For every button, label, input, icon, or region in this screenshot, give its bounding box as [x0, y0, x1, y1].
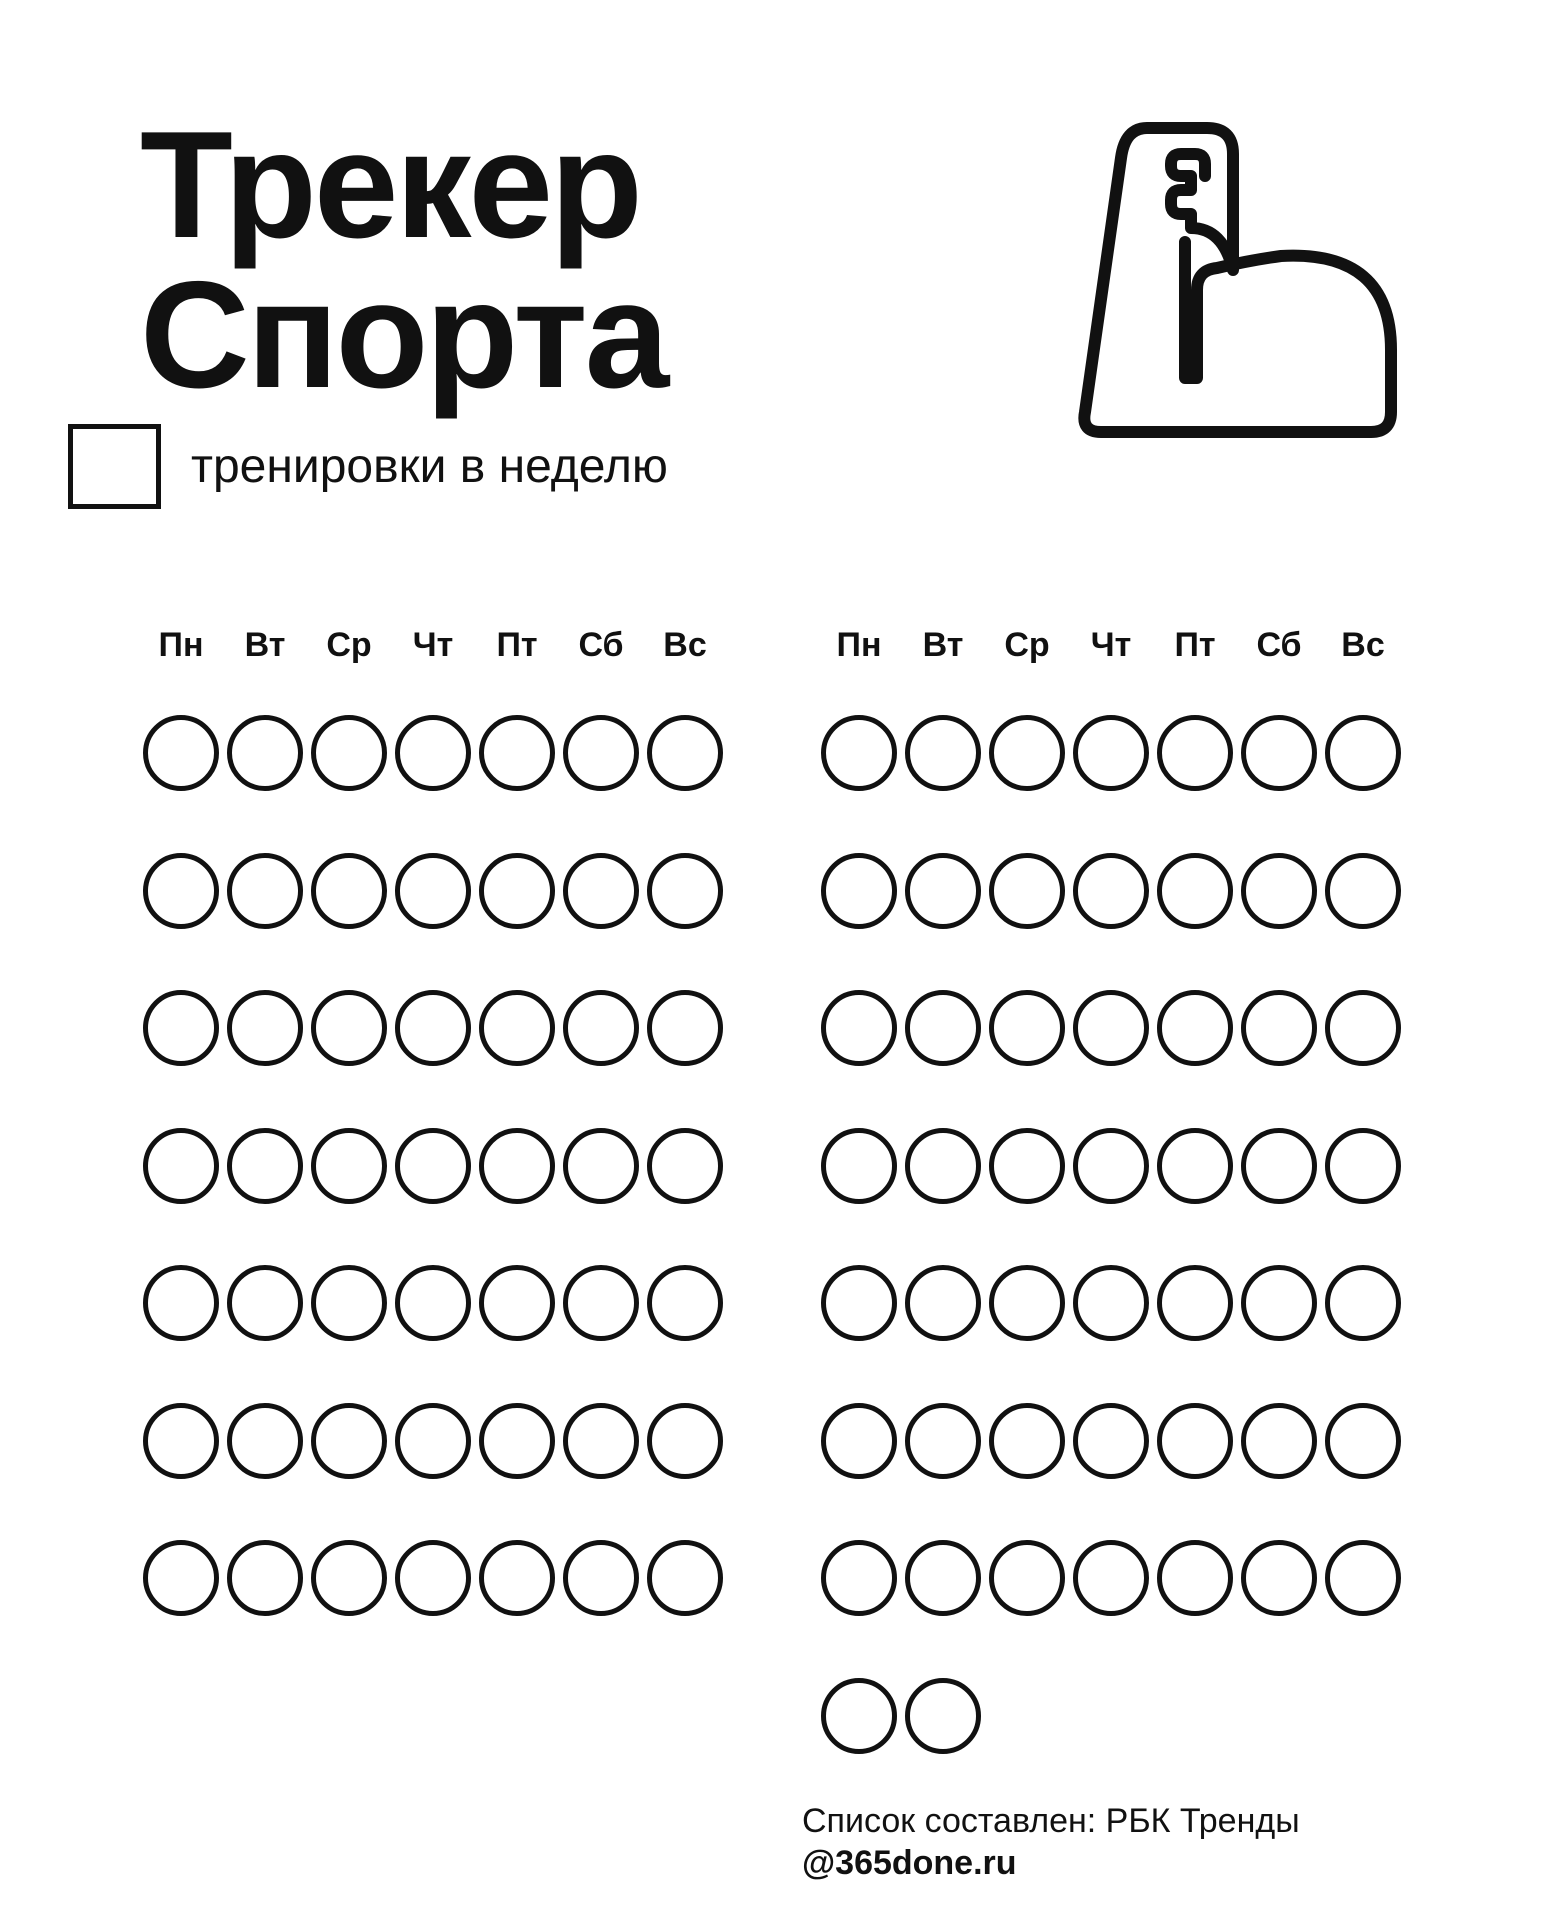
workout-dot[interactable] — [479, 1128, 555, 1204]
workout-dot[interactable] — [1241, 1403, 1317, 1479]
workout-dot[interactable] — [563, 990, 639, 1066]
workout-dot[interactable] — [1073, 715, 1149, 791]
workout-dot[interactable] — [989, 1403, 1065, 1479]
workout-dot[interactable] — [1325, 715, 1401, 791]
workout-dot[interactable] — [563, 1265, 639, 1341]
workout-dot[interactable] — [647, 990, 723, 1066]
workout-dot[interactable] — [395, 853, 471, 929]
workout-dot[interactable] — [1073, 1128, 1149, 1204]
day-label: Пн — [836, 626, 882, 664]
workout-dot[interactable] — [1157, 853, 1233, 929]
workout-dot[interactable] — [1157, 1265, 1233, 1341]
workout-dot[interactable] — [395, 1403, 471, 1479]
workout-dot[interactable] — [563, 1403, 639, 1479]
day-label: Сб — [1256, 626, 1302, 664]
workout-dot[interactable] — [647, 1403, 723, 1479]
workout-dot[interactable] — [563, 853, 639, 929]
day-label: Чт — [412, 626, 454, 664]
workout-dot[interactable] — [821, 990, 897, 1066]
workout-dot[interactable] — [311, 1265, 387, 1341]
workout-dot[interactable] — [227, 1540, 303, 1616]
day-label: Вт — [922, 626, 964, 664]
workout-dot[interactable] — [1241, 1540, 1317, 1616]
workout-dot[interactable] — [227, 990, 303, 1066]
workout-dot[interactable] — [1325, 1403, 1401, 1479]
workout-dot[interactable] — [395, 990, 471, 1066]
workout-dot[interactable] — [563, 1540, 639, 1616]
workout-dot[interactable] — [821, 1265, 897, 1341]
workout-dot[interactable] — [311, 990, 387, 1066]
workout-dot[interactable] — [905, 1403, 981, 1479]
workout-dot[interactable] — [647, 1128, 723, 1204]
workout-dot[interactable] — [1241, 853, 1317, 929]
workout-dot[interactable] — [143, 1128, 219, 1204]
workout-dot[interactable] — [1241, 990, 1317, 1066]
workout-dot[interactable] — [395, 715, 471, 791]
workout-dot[interactable] — [905, 1265, 981, 1341]
workout-dot[interactable] — [1157, 1128, 1233, 1204]
workout-dot[interactable] — [905, 1540, 981, 1616]
workout-dot[interactable] — [1157, 990, 1233, 1066]
workout-dot[interactable] — [989, 1128, 1065, 1204]
day-label: Вс — [1341, 626, 1385, 664]
workout-dot[interactable] — [1325, 1540, 1401, 1616]
workout-dot[interactable] — [1325, 853, 1401, 929]
workout-dot[interactable] — [311, 715, 387, 791]
workout-dot[interactable] — [647, 1540, 723, 1616]
workout-dot[interactable] — [1241, 1128, 1317, 1204]
tracker-block-right — [817, 620, 1405, 1815]
day-label: Чт — [1090, 626, 1132, 664]
workout-dot[interactable] — [227, 1403, 303, 1479]
workout-dot[interactable] — [479, 1540, 555, 1616]
site-handle: @365done.ru — [802, 1844, 1017, 1882]
day-label: Вс — [663, 626, 707, 664]
workout-dot[interactable] — [821, 715, 897, 791]
workout-dot[interactable] — [311, 1540, 387, 1616]
tracker-block-left — [139, 620, 727, 1678]
workout-dot[interactable] — [1325, 1128, 1401, 1204]
weekly-goal-row — [68, 424, 668, 509]
workout-dot[interactable] — [821, 1128, 897, 1204]
workout-dot[interactable] — [905, 1128, 981, 1204]
workout-dot[interactable] — [989, 715, 1065, 791]
dot-grid — [139, 715, 727, 1678]
workout-dot[interactable] — [479, 1403, 555, 1479]
workout-dot[interactable] — [479, 1265, 555, 1341]
title-line-1: Трекер — [140, 100, 640, 270]
workout-dot[interactable] — [395, 1128, 471, 1204]
workout-dot[interactable] — [563, 1128, 639, 1204]
workout-dot[interactable] — [143, 990, 219, 1066]
workout-dot[interactable] — [1325, 1265, 1401, 1341]
workout-dot[interactable] — [905, 990, 981, 1066]
workout-dot[interactable] — [311, 853, 387, 929]
day-label: Сб — [578, 626, 624, 664]
workout-dot[interactable] — [143, 715, 219, 791]
workout-dot[interactable] — [905, 1678, 981, 1754]
credit-text: Список составлен: РБК Тренды — [802, 1802, 1300, 1840]
workout-dot[interactable] — [143, 1265, 219, 1341]
day-label: Пн — [158, 626, 204, 664]
workout-dot[interactable] — [821, 853, 897, 929]
workout-dot[interactable] — [227, 715, 303, 791]
workout-dot[interactable] — [143, 1540, 219, 1616]
workout-dot[interactable] — [1325, 990, 1401, 1066]
dot-grid — [817, 715, 1405, 1815]
workout-dot[interactable] — [647, 853, 723, 929]
day-label: Пт — [1174, 626, 1216, 664]
day-label: Пт — [496, 626, 538, 664]
workout-dot[interactable] — [1157, 1403, 1233, 1479]
flexed-arm-icon — [1075, 120, 1405, 445]
workout-dot[interactable] — [989, 853, 1065, 929]
workout-dot[interactable] — [1073, 1265, 1149, 1341]
workout-dot[interactable] — [1157, 715, 1233, 791]
workout-dot[interactable] — [989, 1540, 1065, 1616]
workout-dot[interactable] — [989, 990, 1065, 1066]
day-header-row — [139, 620, 727, 670]
workout-dot[interactable] — [479, 990, 555, 1066]
workout-dot[interactable] — [311, 1128, 387, 1204]
workout-dot[interactable] — [1073, 990, 1149, 1066]
weekly-goal-checkbox[interactable] — [68, 424, 161, 509]
day-label: Ср — [326, 626, 372, 664]
workout-dot[interactable] — [821, 1678, 897, 1754]
workout-dot[interactable] — [1157, 1540, 1233, 1616]
workout-dot[interactable] — [989, 1265, 1065, 1341]
workout-dot[interactable] — [1073, 853, 1149, 929]
workout-dot[interactable] — [479, 853, 555, 929]
workout-dot[interactable] — [1073, 1403, 1149, 1479]
workout-dot[interactable] — [479, 715, 555, 791]
workout-dot[interactable] — [647, 715, 723, 791]
workout-dot[interactable] — [563, 715, 639, 791]
workout-dot[interactable] — [143, 1403, 219, 1479]
workout-dot[interactable] — [821, 1540, 897, 1616]
workout-dot[interactable] — [821, 1403, 897, 1479]
day-header-row — [817, 620, 1405, 670]
workout-dot[interactable] — [143, 853, 219, 929]
day-label: Ср — [1004, 626, 1050, 664]
workout-dot[interactable] — [227, 1265, 303, 1341]
workout-dot[interactable] — [227, 853, 303, 929]
workout-dot[interactable] — [905, 715, 981, 791]
workout-dot[interactable] — [647, 1265, 723, 1341]
workout-dot[interactable] — [395, 1265, 471, 1341]
day-label: Вт — [244, 626, 286, 664]
workout-dot[interactable] — [1073, 1540, 1149, 1616]
workout-dot[interactable] — [395, 1540, 471, 1616]
tracker-title — [140, 100, 667, 420]
workout-dot[interactable] — [311, 1403, 387, 1479]
workout-dot[interactable] — [1241, 715, 1317, 791]
workout-dot[interactable] — [1241, 1265, 1317, 1341]
footer — [802, 1800, 1300, 1884]
workout-dot[interactable] — [905, 853, 981, 929]
title-line-2: Спорта — [140, 250, 667, 420]
weekly-goal-label: тренировки в неделю — [191, 440, 668, 493]
workout-dot[interactable] — [227, 1128, 303, 1204]
